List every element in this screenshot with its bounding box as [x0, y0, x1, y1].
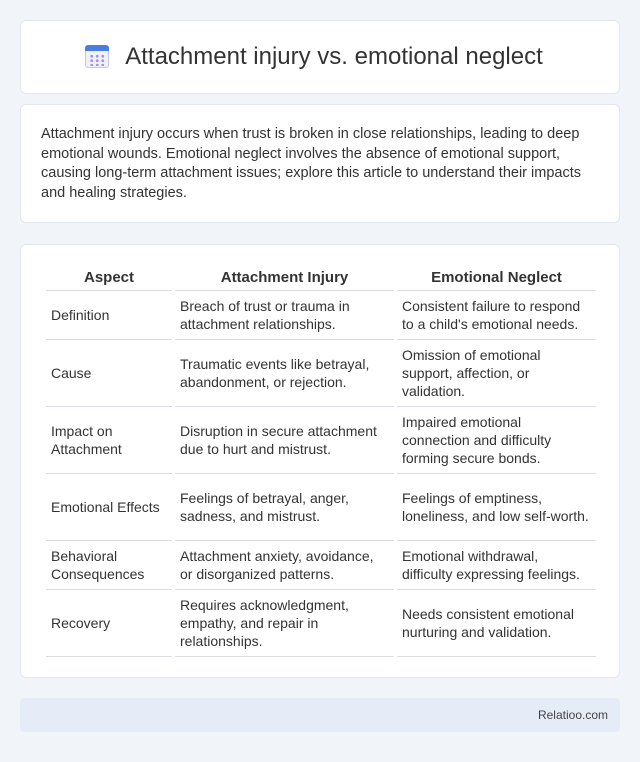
table-row [46, 474, 596, 541]
row-attachment-injury: Requires acknowledgment, empathy, and repair in relationships. [175, 590, 394, 657]
row-aspect: Definition [46, 291, 172, 340]
row-emotional-neglect: Omission of emotional support, affection, or validation. [397, 340, 596, 407]
comparison-table-card [20, 244, 620, 678]
table-row [46, 541, 596, 590]
table-row [46, 590, 596, 657]
row-aspect: Impact on Attachment [46, 407, 172, 474]
table-row [46, 407, 596, 474]
intro-card [20, 104, 620, 223]
row-aspect: Cause [46, 340, 172, 407]
row-emotional-neglect: Impaired emotional connection and difficulty forming secure bonds. [397, 407, 596, 474]
table-row [46, 291, 596, 340]
title-card [20, 20, 620, 94]
row-emotional-neglect: Consistent failure to respond to a child's emotional needs. [397, 291, 596, 340]
row-aspect: Recovery [46, 590, 172, 657]
table-header-row [46, 261, 596, 291]
row-attachment-injury: Disruption in secure attachment due to hurt and mistrust. [175, 407, 394, 474]
row-aspect: Behavioral Consequences [46, 541, 172, 590]
row-attachment-injury: Traumatic events like betrayal, abandonment, or rejection. [175, 340, 394, 407]
comparison-table [43, 261, 599, 657]
calendar-icon [85, 45, 111, 69]
page-title: Attachment injury vs. emotional neglect [125, 43, 543, 70]
table-row [46, 340, 596, 407]
row-attachment-injury: Breach of trust or trauma in attachment relationships. [175, 291, 394, 340]
header-attachment-injury: Attachment Injury [175, 261, 394, 291]
row-emotional-neglect: Feelings of emptiness, loneliness, and low self-worth. [397, 474, 596, 541]
row-aspect: Emotional Effects [46, 474, 172, 541]
header-emotional-neglect: Emotional Neglect [397, 261, 596, 291]
row-emotional-neglect: Needs consistent emotional nurturing and validation. [397, 590, 596, 657]
row-attachment-injury: Feelings of betrayal, anger, sadness, and mistrust. [175, 474, 394, 541]
footer-bar [20, 698, 620, 732]
row-emotional-neglect: Emotional withdrawal, difficulty expressing feelings. [397, 541, 596, 590]
row-attachment-injury: Attachment anxiety, avoidance, or disorganized patterns. [175, 541, 394, 590]
header-aspect: Aspect [46, 261, 172, 291]
footer-brand[interactable]: Relatioo.com [537, 708, 608, 722]
intro-text: Attachment injury occurs when trust is broken in close relationships, leading to deep emotional wounds. Emotional neglect involves the absence of emotional support, causing long-term attachment issues; explore this article to understand their impacts and healing strategies. [41, 126, 581, 201]
